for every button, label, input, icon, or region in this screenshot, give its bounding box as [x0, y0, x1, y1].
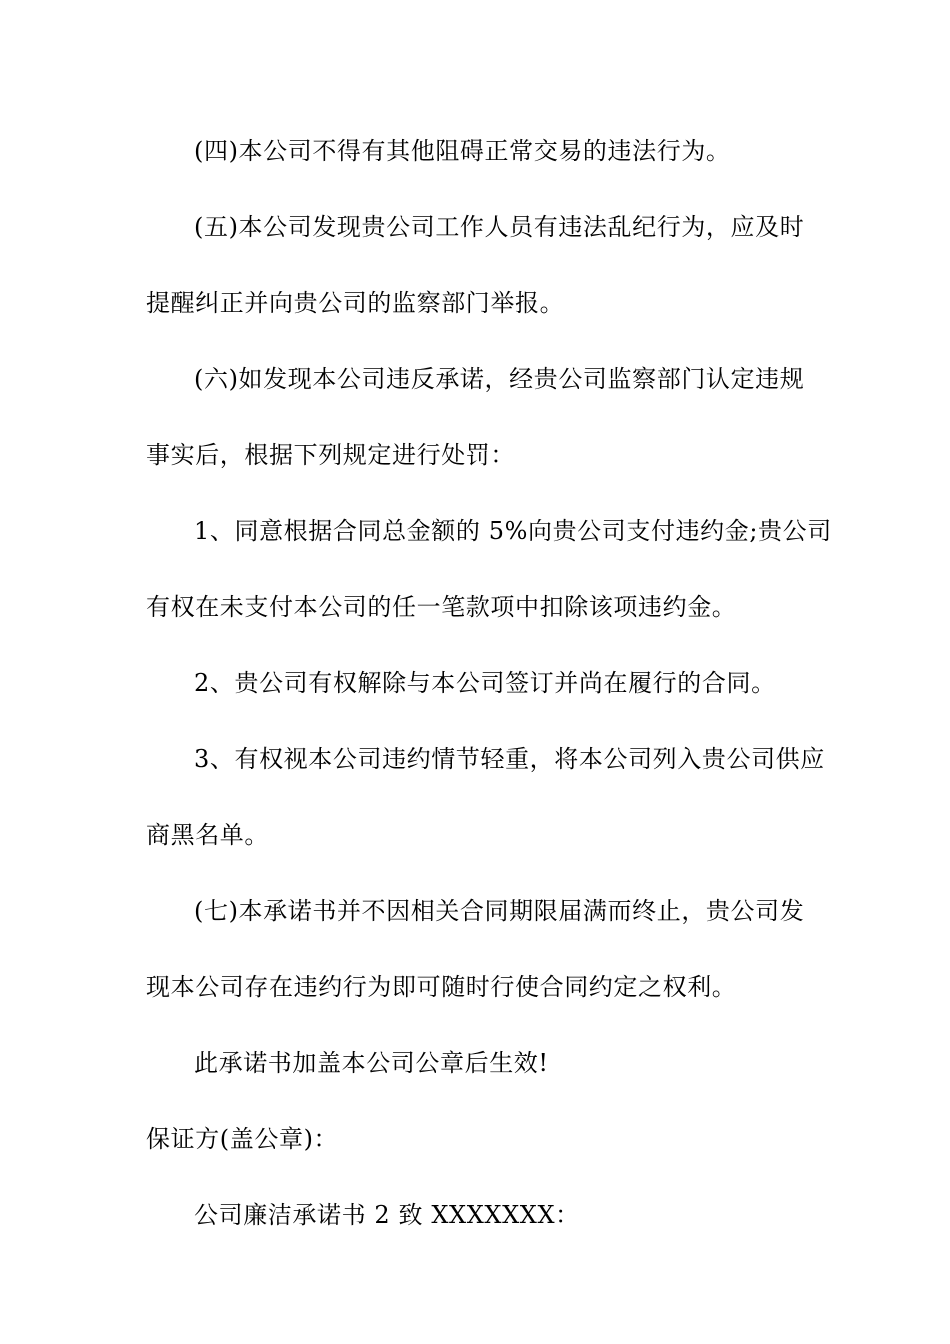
clause-4: (四)本公司不得有其他阻碍正常交易的违法行为。 — [194, 137, 731, 165]
clause-6-line-1: (六)如发现本公司违反承诺，经贵公司监察部门认定违规 — [194, 365, 805, 393]
effective-statement: 此承诺书加盖本公司公章后生效! — [194, 1049, 549, 1077]
clause-7-line-1: (七)本承诺书并不因相关合同期限届满而终止，贵公司发 — [194, 897, 805, 925]
clause-7-line-2: 现本公司存在违约行为即可随时行使合同约定之权利。 — [146, 973, 737, 1001]
clause-5-line-1: (五)本公司发现贵公司工作人员有违法乱纪行为，应及时 — [194, 213, 805, 241]
penalty-1-line-2: 有权在未支付本公司的任一笔款项中扣除该项违约金。 — [146, 593, 737, 621]
guarantor-seal-line: 保证方(盖公章)： — [146, 1125, 339, 1153]
penalty-3-line-2: 商黑名单。 — [146, 821, 269, 849]
penalty-1-line-1: 1、同意根据合同总金额的 5%向贵公司支付违约金;贵公司 — [194, 517, 832, 545]
penalty-3-line-1: 3、有权视本公司违约情节轻重，将本公司列入贵公司供应 — [194, 745, 825, 773]
clause-6-line-2: 事实后，根据下列规定进行处罚： — [146, 441, 515, 469]
next-document-heading: 公司廉洁承诺书 2 致 XXXXXXX： — [194, 1201, 580, 1229]
penalty-2: 2、贵公司有权解除与本公司签订并尚在履行的合同。 — [194, 669, 776, 697]
clause-5-line-2: 提醒纠正并向贵公司的监察部门举报。 — [146, 289, 565, 317]
